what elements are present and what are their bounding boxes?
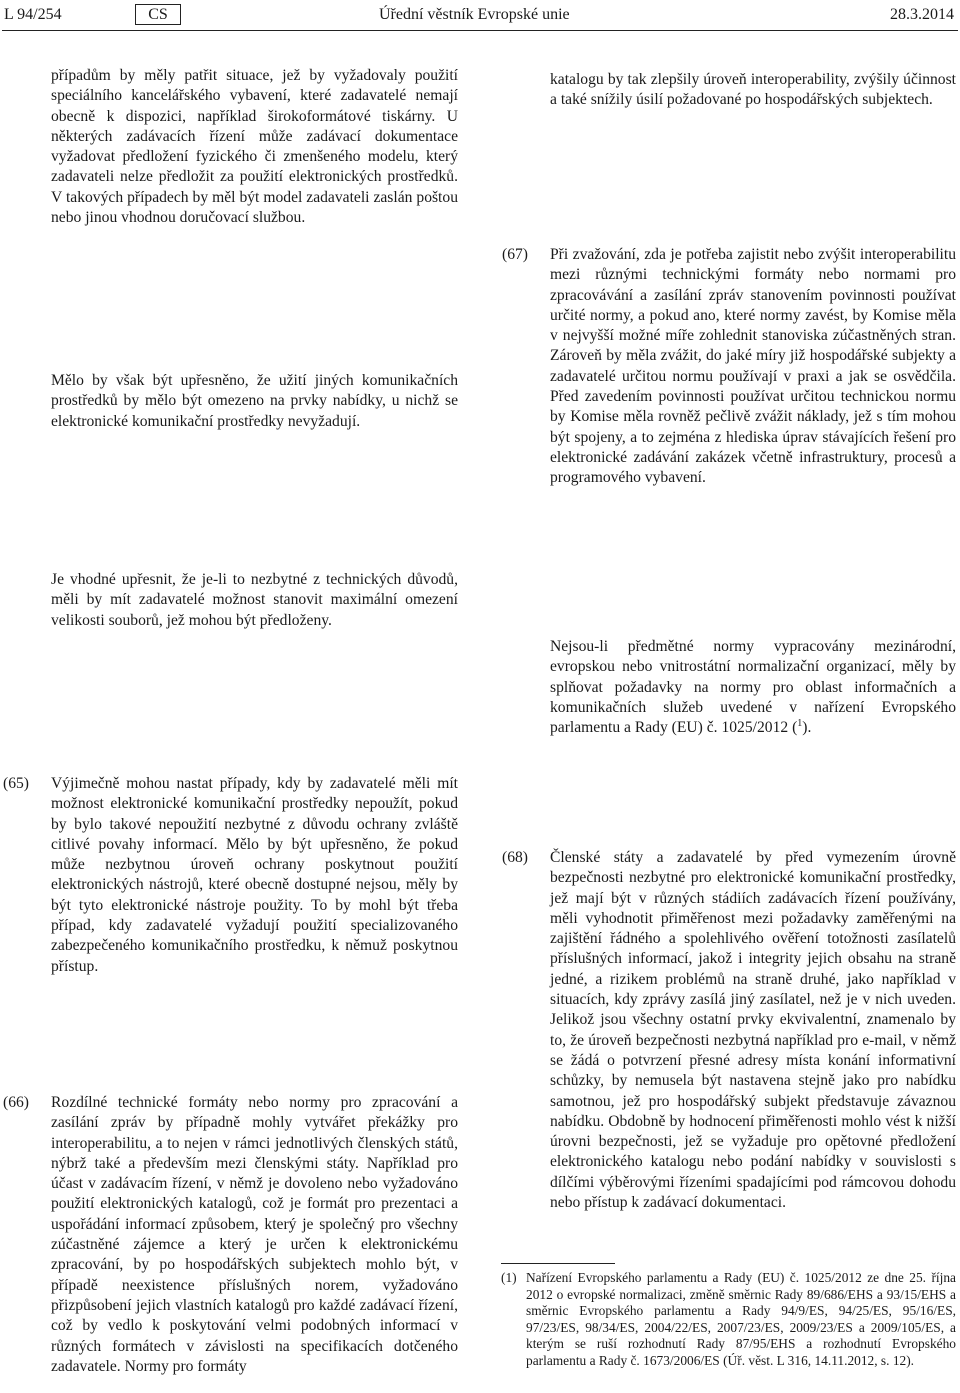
recital-number-68: (68) bbox=[502, 849, 528, 866]
paragraph: Mělo by však být upřesněno, že užití jiných komunikačních prostředků by mělo být omezeno na prvky nabídky, u nichž se elektronické komunikační prostředky nevyžadují. bbox=[51, 372, 458, 430]
publication-date: 28.3.2014 bbox=[890, 6, 954, 23]
language-code-box: CS bbox=[135, 4, 181, 25]
paragraph-continuation: případům by měly patřit situace, jež by vyžadovaly použití speciálního kancelářského vybavení, které zadavatelé nemají obecně k dispozici, například širokoformátové tiskárny. U některých zadávacích řízení může zadávací dokumentace vyžadovat předložení fyzického či zmenšeného modelu, který zadavateli nelze předložit za použití elektronických prostředků. V takových případech by měl být model zadavateli zaslán poštou nebo jinou vhodnou doručovací službou. bbox=[51, 67, 458, 227]
paragraph-text-end: ). bbox=[802, 719, 812, 737]
page-header bbox=[0, 4, 960, 28]
journal-title: Úřední věstník Evropské unie bbox=[379, 6, 570, 23]
recital-number-66: (66) bbox=[3, 1094, 29, 1111]
paragraph: Je vhodné upřesnit, že je-li to nezbytné z technických důvodů, měli by mít zadavatelé možnost stanovit maximální omezení velikosti souborů, jež mohou být předloženy. bbox=[51, 571, 458, 629]
page-number: L 94/254 bbox=[4, 6, 62, 23]
recital-number-65: (65) bbox=[3, 775, 29, 792]
recital-68-text: Členské státy a zadavatelé by před vymezením úrovně bezpečnosti nezbytné pro elektronické komunikační prostředky, jež mají být v různých stádiích zadávacích řízení používány, měli vyhodnotit přiměřenost mezi požadavky zaměřenými na zajištění řádného a spolehlivého ověření totožnosti zasílatelů příslušných informací, jakož i integrity jejich obsahu na straně jedné, a rizikem problémů na straně druhé, jako například v situacích, kdy zprávy zasílá jiný zasílatel, než je v nich uveden. Jelikož jsou všechny ostatní prvky ekvivalentní, znamenalo by to, že úroveň bezpečnosti nezbytná například pro e-mail, v němž se žádá o potvrzení přesné adresy místa konání informativní schůzky, by nemusela být nastavena stejně jako pro nabídku samotnou, jež pro hospodářský subjekt představuje závaznou nabídku. Obdobně by hodnocení přiměřenosti mohlo vést k nižší úrovni bezpečnosti, jež se vyžaduje pro opětovné předložení elektronického katalogu nebo podání nabídky v souvislosti s dílčími výběrovými řízeními spadajícími pod rámcovou dohodu nebo přístup k zadávací dokumentaci. bbox=[550, 849, 956, 1212]
footnote-text: Nařízení Evropského parlamentu a Rady (EU) č. 1025/2012 ze dne 25. října 2012 o evropské normalizaci, změně směrnic Rady 89/686/EHS a 93/15/EHS a směrnic Evropského parlamentu a Rady 94/9/ES, 94/25/ES, 95/16/ES, 97/23/ES, 98/34/ES, 2004/22/ES, 2007/23/ES, 2009/23/ES a 2009/105/ES, a kterým se ruší rozhodnutí Rady 87/95/EHS a rozhodnutí Evropského parlamentu a Rady č. 1673/2006/ES (Úř. věst. L 316, 14.11.2012, s. 12). bbox=[526, 1270, 956, 1368]
paragraph-with-footnote-ref bbox=[550, 637, 956, 738]
recital-67-text: Při zvažování, zda je potřeba zajistit nebo zvýšit interoperabilitu mezi různými technickými formáty nebo normami pro zpracovávání a zasílání zpráv stanovením povinnosti používat určité normy, a pokud ano, které normy zavést, by Komise měla v nejvyšší možné míře zohlednit stanoviska zúčastněných stran. Zároveň by měla zvážit, do jaké míry již hospodářské subjekty a zadavatelé určitou normu používají v praxi a jak se osvědčila. Před zavedením povinnosti používat určitou technickou normu by Komise měla rovněž pečlivě zvážit náklady, jež s tím mohou být spojeny, a to zejména z hlediska úprav stávajících řešení pro elektronické zadávání zakázek včetně infrastruktury, procesů a programového vybavení. bbox=[550, 246, 956, 487]
recital-number-67: (67) bbox=[502, 246, 528, 263]
footnote-rule bbox=[501, 1263, 615, 1264]
paragraph-text: Nejsou-li předmětné normy vypracovány mezinárodní, evropskou nebo vnitrostátní normalizační organizací, měly by splňovat požadavky na normy pro oblast informačních a komunikačních služeb uvedené v nařízení Evropského parlamentu a Rady (EU) č. 1025/2012 ( bbox=[550, 638, 956, 737]
recital-65-text: Výjimečně mohou nastat případy, kdy by zadavatelé měli mít možnost elektronické komunikační prostředky nepoužít, pokud by bylo takové nepoužití nezbytné z důvodu ochrany zvláště citlivé povahy informací. Mělo by být upřesněno, že pokud může nezbytnou úroveň ochrany poskytnout použití elektronických nástrojů, které obecně dostupné nejsou, měly by být tyto elektronické nástroje použity. To by mohl být třeba případ, kdy zadavatelé vyžadují použití specializovaného zabezpečeného komunikačního prostředku, k němuž poskytnou přístup. bbox=[51, 775, 458, 975]
footnote-marker: (1) bbox=[501, 1270, 517, 1285]
paragraph-continuation: katalogu by tak zlepšily úroveň interoperability, zvýšily účinnost a také snížily úsilí požadované po hospodářských subjektech. bbox=[550, 71, 956, 109]
footnote-reference: 1 bbox=[797, 718, 803, 729]
header-rule bbox=[2, 30, 958, 31]
recital-66-text: Rozdílné technické formáty nebo normy pro zpracování a zasílání zpráv by případně mohly vytvářet překážky pro interoperabilitu, a to nejen v rámci jednotlivých členských států, nýbrž také a především mezi členskými státy. Například pro účast v zadávacím řízení, v němž je dovoleno nebo vyžadováno použití elektronických katalogů, což je formát pro prezentaci a uspořádání informací způsobem, který je společný pro všechny zúčastněné zájemce a který je určen k elektronickému zpracování, by po hospodářských subjektech mohlo být, v případě neexistence příslušných norem, vyžadováno přizpůsobení jejich vlastních katalogů pro každé zadávací řízení, což by vedlo k poskytování velmi podobných informací v různých formátech v závislosti na specifikacích dotčeného zadavatele. Normy pro formáty bbox=[51, 1094, 458, 1375]
